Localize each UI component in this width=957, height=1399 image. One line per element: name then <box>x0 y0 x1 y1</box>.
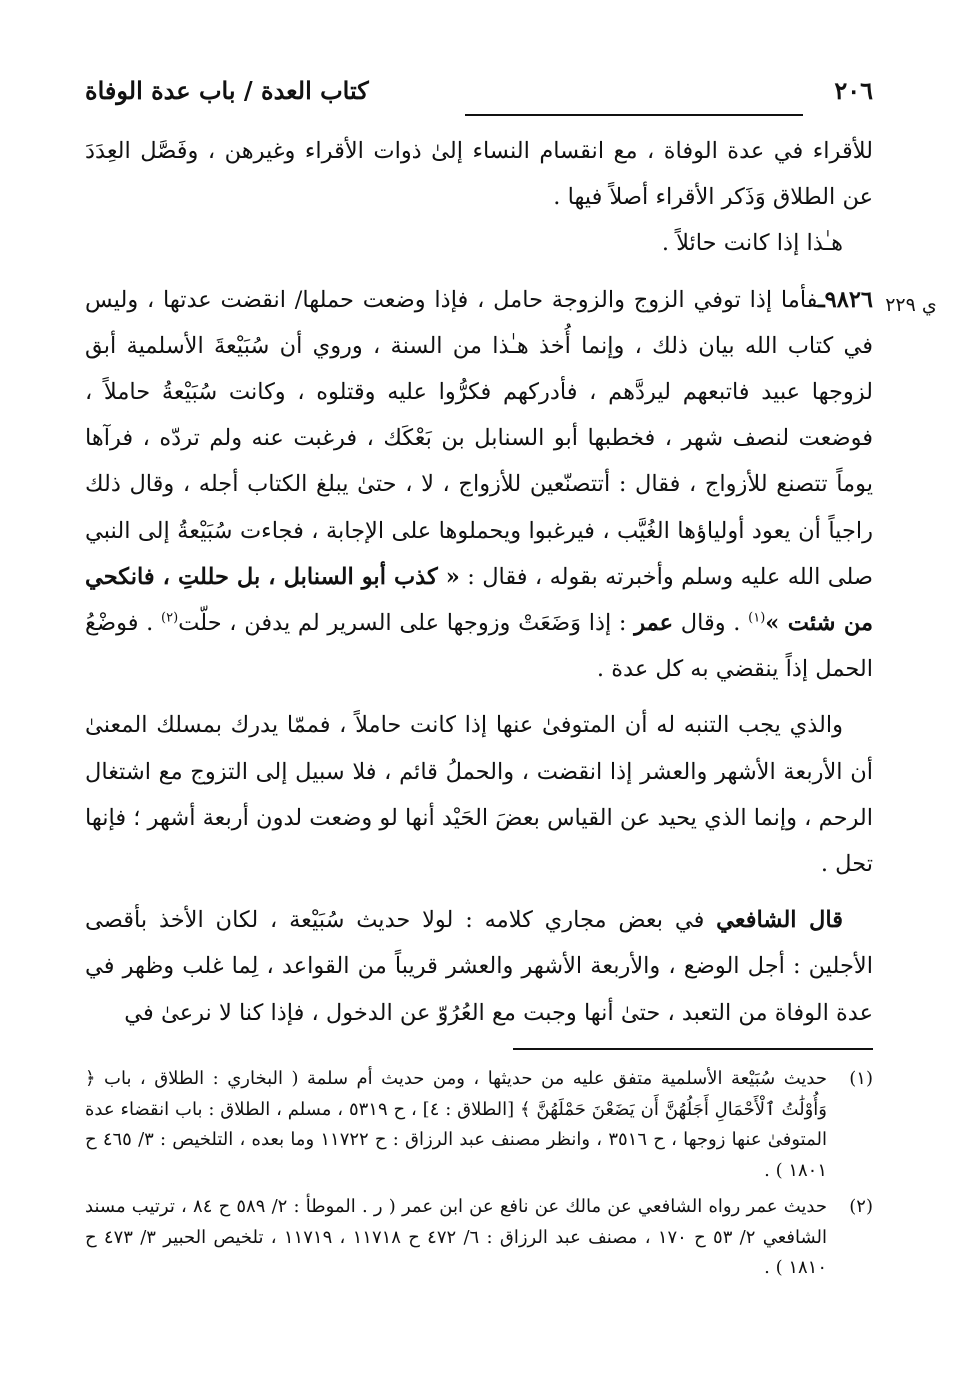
paragraph-1: للأقراء في عدة الوفاة ، مع انقسام النساء إلىٰ ذوات الأقراء وغيرهن ، وفَصَّل العِدَدَ عن الطلاق وَذَكر الأقراء أصلاً فيها . <box>85 138 873 211</box>
issue-number: ٩٨٢٦ـ <box>818 286 873 313</box>
footnote-2 <box>85 1192 873 1284</box>
footnote-ref-1[interactable]: (١) <box>748 610 766 626</box>
paragraph-3-text-b: . وقال <box>680 610 741 637</box>
paragraph-4: والذي يجب التنبه له أن المتوفىٰ عنها إذا كانت حاملاً ، فممّا يدرك بمسلك المعنىٰ أن الأربعة الأشهر والعشر إذا انقضت ، والحملُ قائم ، فلا سبيل إلى التزوج مع اشتغال الرحم ، وإنما الذي يحيد عن القياس بعضَ الحَيْد أنها لو وضعت لدون أربعة أشهر ؛ فإنها تحل . <box>85 712 873 878</box>
footnote-number: (٢) <box>849 1196 873 1217</box>
paragraph-3-text-c: : إذا وَضَعَتْ وزوجها على السرير لم يدفن ، حلّت <box>178 610 627 637</box>
shafii-label: قال الشافعي <box>716 907 843 934</box>
main-text <box>85 128 873 1036</box>
running-title: كتاب العدة / باب عدة الوفاة <box>85 76 369 105</box>
paragraph-5-text: في بعض مجاري كلامه : لولا حديث سُبَيْعة ، لكان الأخذ بأقصى الأجلين : أجل الوضع ، والأربعة الأشهر والعشر قريباً من القواعد ، لِما غلب وظهر في عدة الوفاة من التعبد ، حتىٰ أنها وجبت مع العُرُوّ عن الدخول ، فإذا كنا لا نرعىٰ في <box>85 907 873 1026</box>
footnote-1 <box>85 1064 873 1186</box>
paragraph-5 <box>85 897 873 1036</box>
hadith-quote: « كذب أبو السنابل ، بل حللتِ ، فانكحي من شئت » <box>85 563 874 637</box>
header-rule-gap-left <box>85 113 465 117</box>
umar-name: عمر <box>634 610 674 637</box>
manuscript-margin-note: ي ٢٢٩ <box>885 294 937 316</box>
footnote-text: حديث سُبَيْعة الأسلمية متفق عليه من حديثها ، ومن حديث أم سلمة ( البخاري : الطلاق ، باب ﴿ وَأُوْلَٰتُ ٱلْأَحْمَالِ أَجَلُهُنَّ أَن يَضَعْنَ حَمْلَهُنَّ ﴾ [الطلاق : ٤] ، ح ٥٣١٩ ، مسلم ، الطلاق : باب انقضاء عدة المتوفىٰ عنها زوجها ، ح ٣٥١٦ ، وانظر مصنف عبد الرزاق : ح ١١٧٢٢ وما بعده ، التلخيص : ٣/ ٤٦٥ ح ١٨٠١ ) . <box>85 1068 828 1181</box>
footnote-text: حديث عمر رواه الشافعي عن مالك عن نافع عن ابن عمر ( ر . الموطأ : ٢/ ٥٨٩ ح ٨٤ ، ترتيب مسند الشافعي ٢/ ٥٣ ح ١٧٠ ، مصنف عبد الرزاق : ٦/ ٤٧٢ ح ١١٧١٨ ، ١١٧١٩ ، تلخيص الحبير ٣/ ٤٧٣ ح ١٨١٠ ) . <box>85 1196 828 1278</box>
page-number: ٢٠٦ <box>834 76 873 105</box>
paragraph-2: هـٰذا إذا كانت حائلاً . <box>661 230 843 257</box>
footnote-ref-2[interactable]: (٢) <box>161 610 179 626</box>
paragraph-3-text-d: . فوضْعُ الحمل إذاً ينقضي به كل عدة . <box>85 610 873 683</box>
page-header <box>85 74 873 116</box>
header-rule-gap-right <box>803 113 873 117</box>
footnote-number: (١) <box>849 1068 873 1089</box>
footnote-separator <box>513 1048 873 1050</box>
footnotes <box>85 1064 873 1290</box>
paragraph-3 <box>85 277 873 693</box>
paragraph-3-text-a: فأما إذا توفي الزوج والزوجة حامل ، فإذا وضعت حملها/ انقضت عدتها ، وليس في كتاب الله بيان ذلك ، وإنما أُخذ هـٰذا من السنة ، وروي أن سُبَيْعةَ الأسلمية أبق لزوجها عبيد فاتبعهم ليردَّهم ، فأدركهم فكرُّوا عليه وقتلوه ، وكانت سُبَيْعةُ حاملاً ، فوضعت لنصف شهر ، فخطبها أبو السنابل بن بَعْكَك ، فرغبت عنه ولم تردّه ، فرآها يوماً تتصنع للأزواج ، فقال : أتتصنّعين للأزواج ، لا ، حتىٰ يبلغ الكتاب أجله ، وقال ذلك راجياً أن يعود أولياؤها الغُيَّب ، فيرغبوا ويحملوها على الإجابة ، فجاءت سُبَيْعةُ إلى النبي صلى الله عليه وسلم وأخبرته بقوله ، فقال : <box>85 286 874 590</box>
